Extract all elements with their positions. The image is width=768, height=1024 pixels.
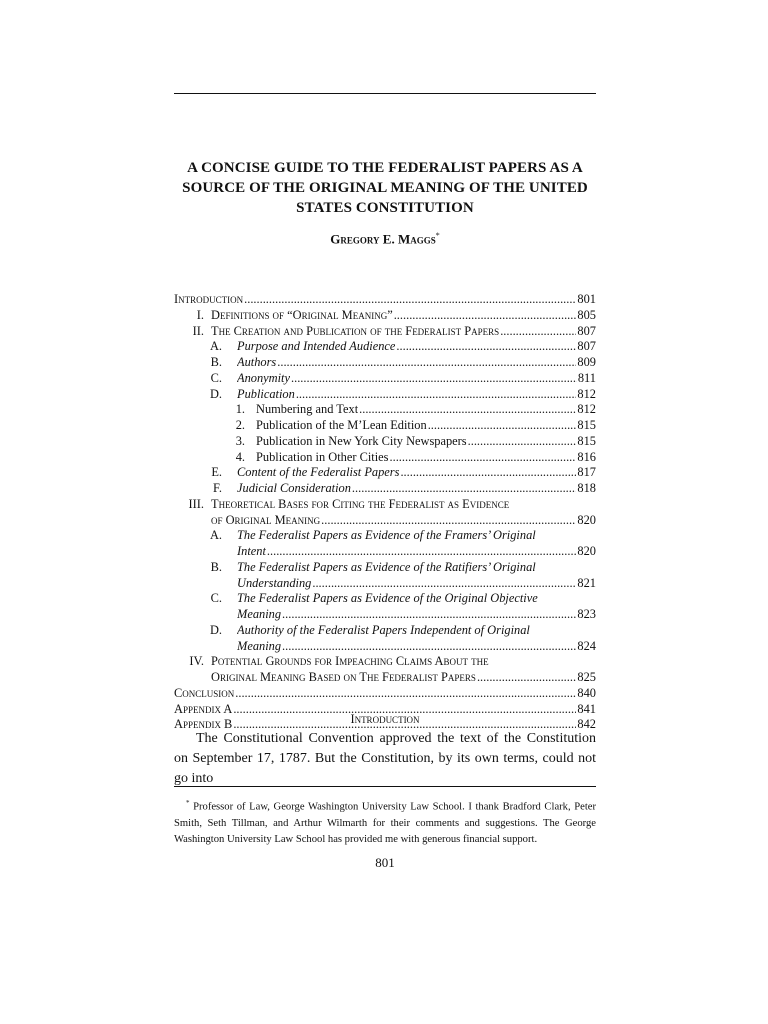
header-rule [174,93,596,94]
toc-entry-number: 3. [235,433,245,448]
footnote-mark: * [186,799,190,807]
toc-entry-label: Anonymity [237,370,290,385]
toc-entry-label: Understanding [237,575,312,590]
toc-entry [174,291,596,307]
toc-entry-label: Conclusion [174,685,235,700]
footnote-text: Professor of Law, George Washington University Law School. I thank Bradford Clark, Peter Smith, Seth Tillman, and Arthur Wilmarth for their comments and suggestions. The George Washington University Law School has provided me with generous financial support. [174,801,596,845]
section-heading: Introduction [350,712,420,726]
toc-dot-leader [468,433,577,449]
body-paragraph: The Constitutional Convention approved the text of the Constitution on September 17, 1787. But the Constitution, by its own terms, could not go into [174,731,596,786]
toc-entry [174,653,596,669]
title-line-2: SOURCE OF THE ORIGINAL MEANING OF THE UNITED [182,180,588,196]
toc-entry-label: The Federalist Papers as Evidence of the Ratifiers’ Original [237,559,536,574]
toc-entry-label: Meaning [237,607,282,621]
toc-entry-label: Intent [237,544,266,558]
toc-entry-page: 815 [577,418,596,432]
footnote [174,795,596,848]
toc-entry-number: D. [209,622,222,637]
page-number: 801 [375,855,395,870]
toc-entry [174,496,596,512]
toc-entry-number: IV. [189,654,204,669]
toc-entry-page: 840 [577,685,596,700]
toc-entry-page: 801 [577,292,596,306]
toc-entry-label: The Federalist Papers as Evidence of the Original Objective [237,591,538,606]
toc-dot-leader [396,338,576,354]
toc-entry [174,606,596,622]
toc-entry-page: 825 [577,670,596,684]
toc-entry [174,386,596,402]
toc-dot-leader [400,464,576,480]
toc-entry [174,559,596,575]
toc-entry-number: C. [210,370,222,385]
toc-entry-label: Judicial Consideration [237,481,351,495]
toc-entry [174,685,596,701]
toc-entry [174,512,596,528]
toc-entry-number: A. [209,339,222,354]
toc-dot-leader [390,449,577,465]
footnote-rule [174,786,596,787]
toc-entry [174,638,596,654]
toc-entry-label: Purpose and Intended Audience [237,339,396,354]
toc-entry-page: 821 [577,575,596,590]
article-title [174,158,596,218]
toc-dot-leader [321,512,576,528]
toc-entry [174,590,596,606]
toc-entry [174,669,596,685]
toc-entry-label: of Original Meaning [211,512,321,527]
toc-entry-number: A. [209,528,222,543]
toc-entry [174,575,596,591]
toc-dot-leader [477,669,576,685]
toc-entry-label: Meaning [237,638,282,653]
toc-entry-number: 1. [235,402,245,417]
toc-entry-page: 818 [577,481,596,495]
toc-entry [174,370,596,386]
toc-dot-leader [359,401,576,417]
toc-dot-leader [296,386,577,402]
toc-entry-number: E. [211,465,222,480]
toc-dot-leader [282,638,576,654]
toc-entry-page: 842 [577,717,596,732]
toc-entry-label: Appendix B [174,717,233,732]
toc-dot-leader [267,543,577,559]
toc-dot-leader [282,606,576,622]
toc-entry-label: Potential Grounds for Impeaching Claims About the [211,654,489,669]
toc-entry-number: C. [210,591,222,606]
toc-entry-number: B. [210,355,222,369]
toc-entry-page: 817 [577,465,596,480]
toc-entry-label: Content of the Federalist Papers [237,465,400,480]
toc-dot-leader [291,370,577,386]
toc-entry [174,401,596,417]
author-name: Gregory E. Maggs [330,231,436,247]
toc-dot-leader [428,417,577,433]
toc-entry-number: 2. [235,418,245,432]
toc-entry [174,543,596,559]
toc-entry-label: The Federalist Papers as Evidence of the Framers’ Original [237,528,536,543]
toc-entry-label: Definitions of “Original Meaning” [211,307,393,322]
toc-entry-number: 4. [235,449,245,464]
toc-entry-label: Theoretical Bases for Citing the Federalist as Evidence [211,496,510,511]
toc-entry-page: 812 [577,402,596,417]
toc-entry [174,449,596,465]
toc-entry-label: Original Meaning Based on The Federalist Papers [211,670,476,684]
toc-entry-label: Publication of the M’Lean Edition [256,418,427,432]
toc-entry-label: Publication in New York City Newspapers [256,433,467,448]
toc-entry [174,338,596,354]
toc-dot-leader [312,575,576,591]
toc-dot-leader [277,354,576,370]
toc-entry-page: 809 [577,355,596,369]
toc-entry [174,480,596,496]
toc-entry-page: 811 [577,370,596,385]
toc-entry-label: Publication [237,386,295,401]
toc-entry [174,354,596,370]
toc-entry-page: 820 [577,512,596,527]
toc-entry [174,307,596,323]
author-byline [174,231,596,247]
toc-entry-label: The Creation and Publication of the Federalist Papers [211,323,500,338]
toc-entry-number: B. [210,559,222,574]
toc-dot-leader [394,307,577,323]
toc-entry-page: 807 [577,323,596,338]
toc-entry-page: 812 [577,386,596,401]
toc-entry [174,622,596,638]
toc-entry-number: I. [196,307,204,322]
body-text [174,729,596,789]
toc-entry-page: 816 [577,449,596,464]
toc-entry [174,527,596,543]
toc-entry-label: Introduction [174,292,244,306]
toc-entry-label: Authority of the Federalist Papers Independent of Original [237,622,530,637]
toc-entry [174,433,596,449]
toc-entry-number: F. [213,481,222,495]
toc-entry-label: Publication in Other Cities [256,449,389,464]
toc-entry-page: 841 [577,701,596,716]
toc-entry-number: D. [209,386,222,401]
toc-entry [174,323,596,339]
title-line-3: STATES CONSTITUTION [296,200,474,216]
toc-entry-page: 824 [577,638,596,653]
toc-entry-number: III. [188,496,204,511]
toc-entry [174,464,596,480]
toc-entry-page: 815 [577,433,596,448]
toc-dot-leader [500,323,576,339]
toc-entry-label: Authors [237,355,277,369]
author-footnote-mark: * [435,231,440,240]
toc-entry-page: 820 [577,544,596,558]
toc-entry-page: 823 [577,607,596,621]
toc-entry [174,417,596,433]
toc-entry-page: 805 [577,307,596,322]
toc-dot-leader [352,480,576,496]
toc-entry-label: Appendix A [174,701,233,716]
toc-entry-page: 807 [577,339,596,354]
toc-entry-label: Numbering and Text [256,402,359,417]
toc-dot-leader [244,291,576,307]
toc-entry-number: II. [192,323,204,338]
toc-dot-leader [235,685,576,701]
title-line-1: A CONCISE GUIDE TO THE FEDERALIST PAPERS AS A [187,160,583,176]
